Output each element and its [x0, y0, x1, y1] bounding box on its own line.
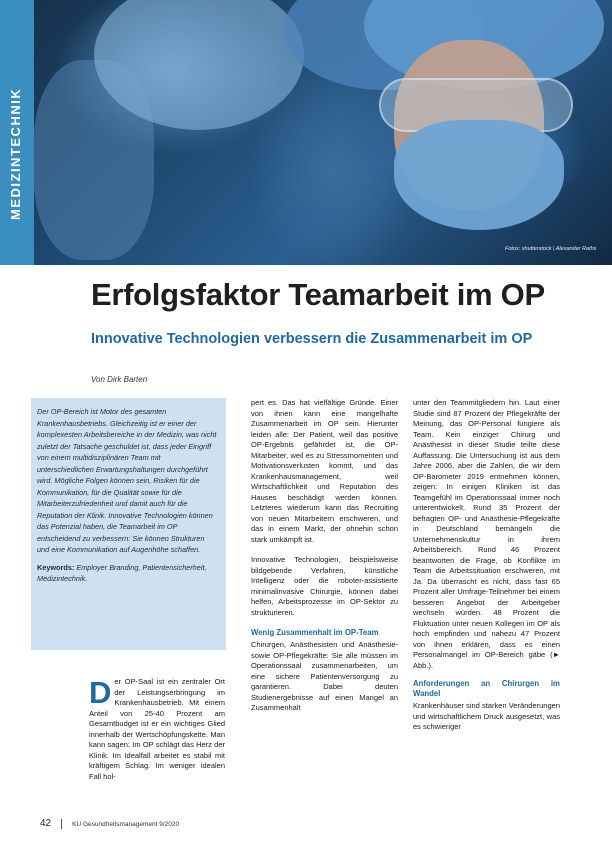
section-heading: Anforderungen an Chirurgen im Wandel: [413, 679, 560, 698]
header-photo-surgeons: [34, 0, 612, 265]
body-paragraph: Innovative Technologien, beispielsweise bildgebende Verfahren, künstliche Intelligenz oder die roboter-assistierte minimalinvasive Chirurgie, können dabei helfen, Arbeitsprozesse im OP-Sektor zu strukturieren.: [251, 555, 398, 617]
footer-divider: [61, 819, 62, 829]
article-title: Erfolgsfaktor Teamarbeit im OP: [91, 277, 545, 312]
section-label: MEDIZINTECHNIK: [8, 87, 23, 220]
author-byline: Von Dirk Barten: [91, 375, 148, 384]
magazine-issue: KU Gesundheitsmanagement 9/2020: [72, 821, 180, 828]
section-heading: Wenig Zusammenhalt im OP-Team: [251, 628, 379, 637]
keywords-list: Employer Branding, Patientensicherheit, Medizintechnik.: [37, 562, 207, 583]
page-footer: [40, 818, 179, 829]
abstract-text: Der OP-Bereich ist Motor des gesamten Krankenhausbetriebs. Gleichzeitig ist er einer der komplexesten Arbeitsbereiche in der Medizin, was nicht zuletzt der Tatsache geschuldet ist, dass jeder Eingriff von einem multidisziplinären Team mit unterschiedlichen Erwartungshaltungen durchgeführt wird. Mögliche Folgen können sein, Risiken für die Kommunikation, für die Qualität sowie für die Mitarbeiterzufriedenheit und damit auch für die Reputation der Klinik. Innovative Technologien können das Potenzial haben, die Teamarbeit im OP entscheidend zu verbessern: Sie können Strukturen und eine Kommunikation auf Augenhöhe schaffen.: [37, 407, 217, 554]
body-column-3: [413, 398, 560, 733]
keywords: [37, 562, 218, 585]
body-paragraph: pert es. Das hat vielfältige Gründe. Einer von ihnen kann eine mangelhafte Zusammenarbeit im OP sein. Hierunter leiden alle: Der Patient, weil das positive OP-Ergebnis gefährdet ist, die OP-Mitarbeiter, weil es zu Stressmomenten und Motivationsverlusten kommt, und das Krankenhausmanagement, weil Wirtschaftlichkeit und Reputation des Hauses beschädigt werden können. Letzteres wiederum kann das Recruiting von neuen Mitarbeitern erschweren, und das in einem Markt, der ohnehin schon stark umkämpft ist.: [251, 398, 398, 544]
page-number: 42: [40, 818, 52, 829]
photo-credit: Fotos: shutterstock | Alexander Raths: [505, 246, 597, 252]
abstract-box: [31, 398, 226, 650]
keywords-label: Keywords:: [37, 562, 75, 572]
drop-cap: D: [89, 675, 112, 710]
article-subtitle: Innovative Technologien verbessern die Zusammenarbeit im OP: [91, 331, 533, 347]
body-paragraph: Chirurgen, Anästhesisten und Anästhesie- sowie OP-Pflegekräfte: Sie alle müssen im Operationssaal zusammenarbeiten, um eine sichere Patientenversorgung zu garantieren. Dabei deuten Studienergebnisse auf einen Mangel an Zusammenhalt: [251, 640, 398, 712]
body-column-2: [251, 398, 398, 714]
body-paragraph: Krankenhäuser sind starken Veränderungen und wirtschaftlichem Druck ausgesetzt, was es schwieriger: [413, 701, 560, 731]
section-tab: [0, 0, 34, 265]
body-paragraph: er OP-Saal ist ein zentraler Ort der Leistungserbringung im Krankenhausbetrieb. Mit einem Anteil von 25-40 Prozent am Gesamtbudget ist er ein wichtiges Glied innerhalb der Wertschöpfungskette. Man kann sagen: Im OP schlägt das Herz der Klinik. Im Idealfall arbeitet es stabil mit kräftigem Schlag. Im weniger idealen Fall hol-: [89, 677, 225, 781]
body-paragraph: unter den Teammitgliedern hin. Laut einer Studie sind 87 Prozent der Pflegekräfte der Meinung, das OP-Personal fungiere als Team. Kein einziger Chirurg und Anästhesist in dieser Studie teilte diese Auffassung. Die Untersuchung ist aus dem Jahre 2006, aber die Zahlen, die wir dem OP-Barometer 2019 entnehmen können, zeigen: In einigen Kliniken ist das Teamgefühl im Operationssaal immer noch unterentwickelt. Rund 35 Prozent der befragten OP- und Anästhesie-Pflegekräfte in Deutschland bemängeln die Unternehmenskultur in ihrem Arbeitsbereich. Rund 46 Prozent beantworten die Frage, ob Konflikte im Team die Arbeitssituation erschweren, mit Ja. Da überrascht es nicht, dass fast 65 Prozent aller Umfrage-Teilnehmer bei einem besseren Angebot der Arbeitgeber wechseln würden. 48 Prozent die Fluktuation unter neuen Kollegen im OP als hoch empfinden und nahezu 47 Prozent von ihnen erklären, dass es einen Personalmangel im OP-Bereich gäbe (► Abb.).: [413, 398, 560, 670]
body-column-1: [89, 677, 225, 782]
